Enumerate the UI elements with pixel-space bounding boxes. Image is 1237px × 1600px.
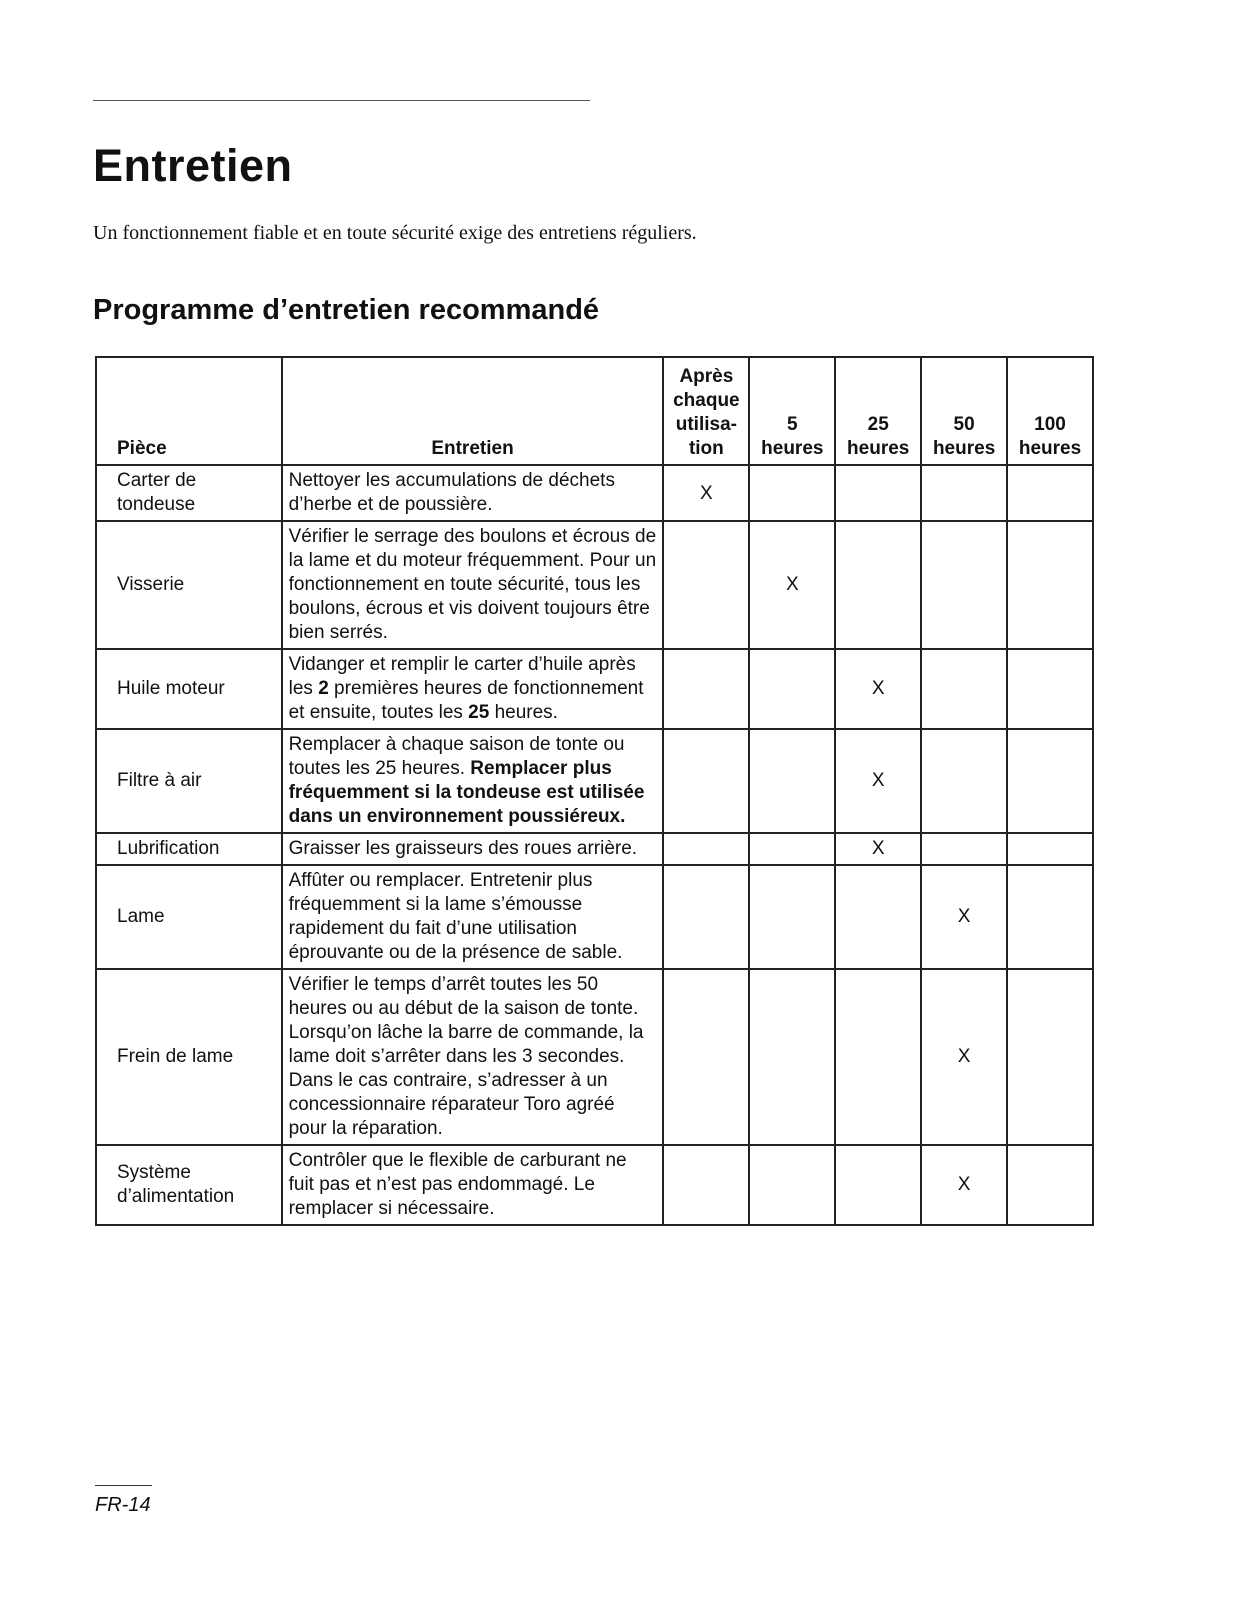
interval-cell: [835, 465, 921, 521]
header-piece: Pièce: [96, 357, 282, 465]
interval-cell: X: [835, 833, 921, 865]
table-row: [96, 833, 1093, 865]
table-row: [96, 865, 1093, 969]
header-row: [96, 357, 1093, 465]
interval-cell: [921, 649, 1007, 729]
entretien-text: Graisser les graisseurs des roues arrière.: [288, 838, 638, 859]
entretien-text: 25: [468, 702, 490, 723]
entretien-text: Affûter ou remplacer. Entretenir plus fréquemment si la lame s’émousse rapidement du fait d’une utilisation éprouvante ou de la présence de sable.: [288, 870, 623, 963]
interval-cell: [749, 1145, 835, 1225]
header-5h: 5 heures: [749, 357, 835, 465]
piece-cell: Lubrification: [96, 833, 282, 865]
interval-cell: [921, 465, 1007, 521]
header-50h: 50 heures: [921, 357, 1007, 465]
interval-cell: [835, 521, 921, 649]
entretien-text: Remplacer à chaque saison de tonte ou toutes les 25 heures.: [288, 734, 625, 779]
interval-cell: X: [749, 521, 835, 649]
header-25h: 25 heures: [835, 357, 921, 465]
top-rule: [93, 100, 590, 101]
header-100h: 100 heures: [1007, 357, 1093, 465]
interval-cell: [1007, 1145, 1093, 1225]
header-entretien: Entretien: [282, 357, 664, 465]
interval-cell: [663, 969, 749, 1145]
interval-cell: X: [921, 865, 1007, 969]
entretien-cell: [282, 833, 664, 865]
interval-cell: X: [921, 1145, 1007, 1225]
maintenance-table: [95, 356, 1094, 1226]
entretien-cell: [282, 521, 664, 649]
table-row: [96, 465, 1093, 521]
interval-cell: [663, 521, 749, 649]
table-row: [96, 729, 1093, 833]
entretien-text: Remplacer plus fréquemment si la tondeuse est utilisée dans un environnement poussiéreux.: [288, 758, 645, 827]
table-row: [96, 1145, 1093, 1225]
section-title: Programme d’entretien recommandé: [93, 294, 600, 326]
entretien-cell: [282, 465, 664, 521]
interval-cell: [663, 729, 749, 833]
footer-rule: [95, 1485, 152, 1486]
entretien-text: 2: [318, 678, 329, 699]
piece-cell: Visserie: [96, 521, 282, 649]
interval-cell: [835, 1145, 921, 1225]
interval-cell: [1007, 521, 1093, 649]
interval-cell: [1007, 865, 1093, 969]
interval-cell: X: [921, 969, 1007, 1145]
interval-cell: [1007, 465, 1093, 521]
interval-cell: [921, 833, 1007, 865]
interval-cell: [663, 649, 749, 729]
interval-cell: [835, 969, 921, 1145]
interval-cell: [749, 833, 835, 865]
header-after-use: Après chaque utilisa- tion: [663, 357, 749, 465]
entretien-text: Nettoyer les accumulations de déchets d’herbe et de poussière.: [288, 470, 615, 515]
entretien-cell: [282, 969, 664, 1145]
interval-cell: [749, 969, 835, 1145]
interval-cell: [1007, 969, 1093, 1145]
piece-cell: Lame: [96, 865, 282, 969]
interval-cell: [1007, 649, 1093, 729]
piece-cell: Filtre à air: [96, 729, 282, 833]
table-row: [96, 969, 1093, 1145]
piece-cell: Système d’alimentation: [96, 1145, 282, 1225]
interval-cell: [663, 1145, 749, 1225]
piece-cell: Huile moteur: [96, 649, 282, 729]
interval-cell: [835, 865, 921, 969]
table-row: [96, 521, 1093, 649]
interval-cell: X: [835, 649, 921, 729]
entretien-text: Vérifier le serrage des boulons et écrous de la lame et du moteur fréquemment. Pour un fonctionnement en toute sécurité, tous les boulons, écrous et vis doivent toujours être bien serrés.: [288, 526, 657, 643]
interval-cell: [749, 465, 835, 521]
interval-cell: X: [835, 729, 921, 833]
piece-cell: Frein de lame: [96, 969, 282, 1145]
interval-cell: [921, 729, 1007, 833]
entretien-cell: [282, 649, 664, 729]
entretien-cell: [282, 729, 664, 833]
entretien-text: Vérifier le temps d’arrêt toutes les 50 heures ou au début de la saison de tonte. Lorsqu’on lâche la barre de commande, la lame doit s’arrêter dans les 3 secondes. Dans le cas contraire, s’adresser à un concessionnaire réparateur Toro agréé pour la réparation.: [288, 974, 644, 1139]
entretien-cell: [282, 1145, 664, 1225]
entretien-cell: [282, 865, 664, 969]
interval-cell: [1007, 729, 1093, 833]
intro-text: Un fonctionnement fiable et en toute sécurité exige des entretiens réguliers.: [93, 222, 697, 244]
entretien-text: heures.: [489, 702, 558, 723]
page-number: FR-14: [95, 1494, 151, 1516]
page-title: Entretien: [93, 140, 293, 191]
entretien-text: Contrôler que le flexible de carburant ne fuit pas et n’est pas endommagé. Le remplacer si nécessaire.: [288, 1150, 627, 1219]
interval-cell: [663, 865, 749, 969]
table-row: [96, 649, 1093, 729]
interval-cell: [749, 649, 835, 729]
piece-cell: Carter de tondeuse: [96, 465, 282, 521]
interval-cell: [663, 833, 749, 865]
entretien-text: Vidanger et remplir le carter d’huile après les: [288, 654, 636, 699]
interval-cell: [921, 521, 1007, 649]
entretien-text: premières heures de fonctionnement et ensuite, toutes les: [288, 678, 644, 723]
interval-cell: [749, 729, 835, 833]
interval-cell: X: [663, 465, 749, 521]
interval-cell: [749, 865, 835, 969]
interval-cell: [1007, 833, 1093, 865]
